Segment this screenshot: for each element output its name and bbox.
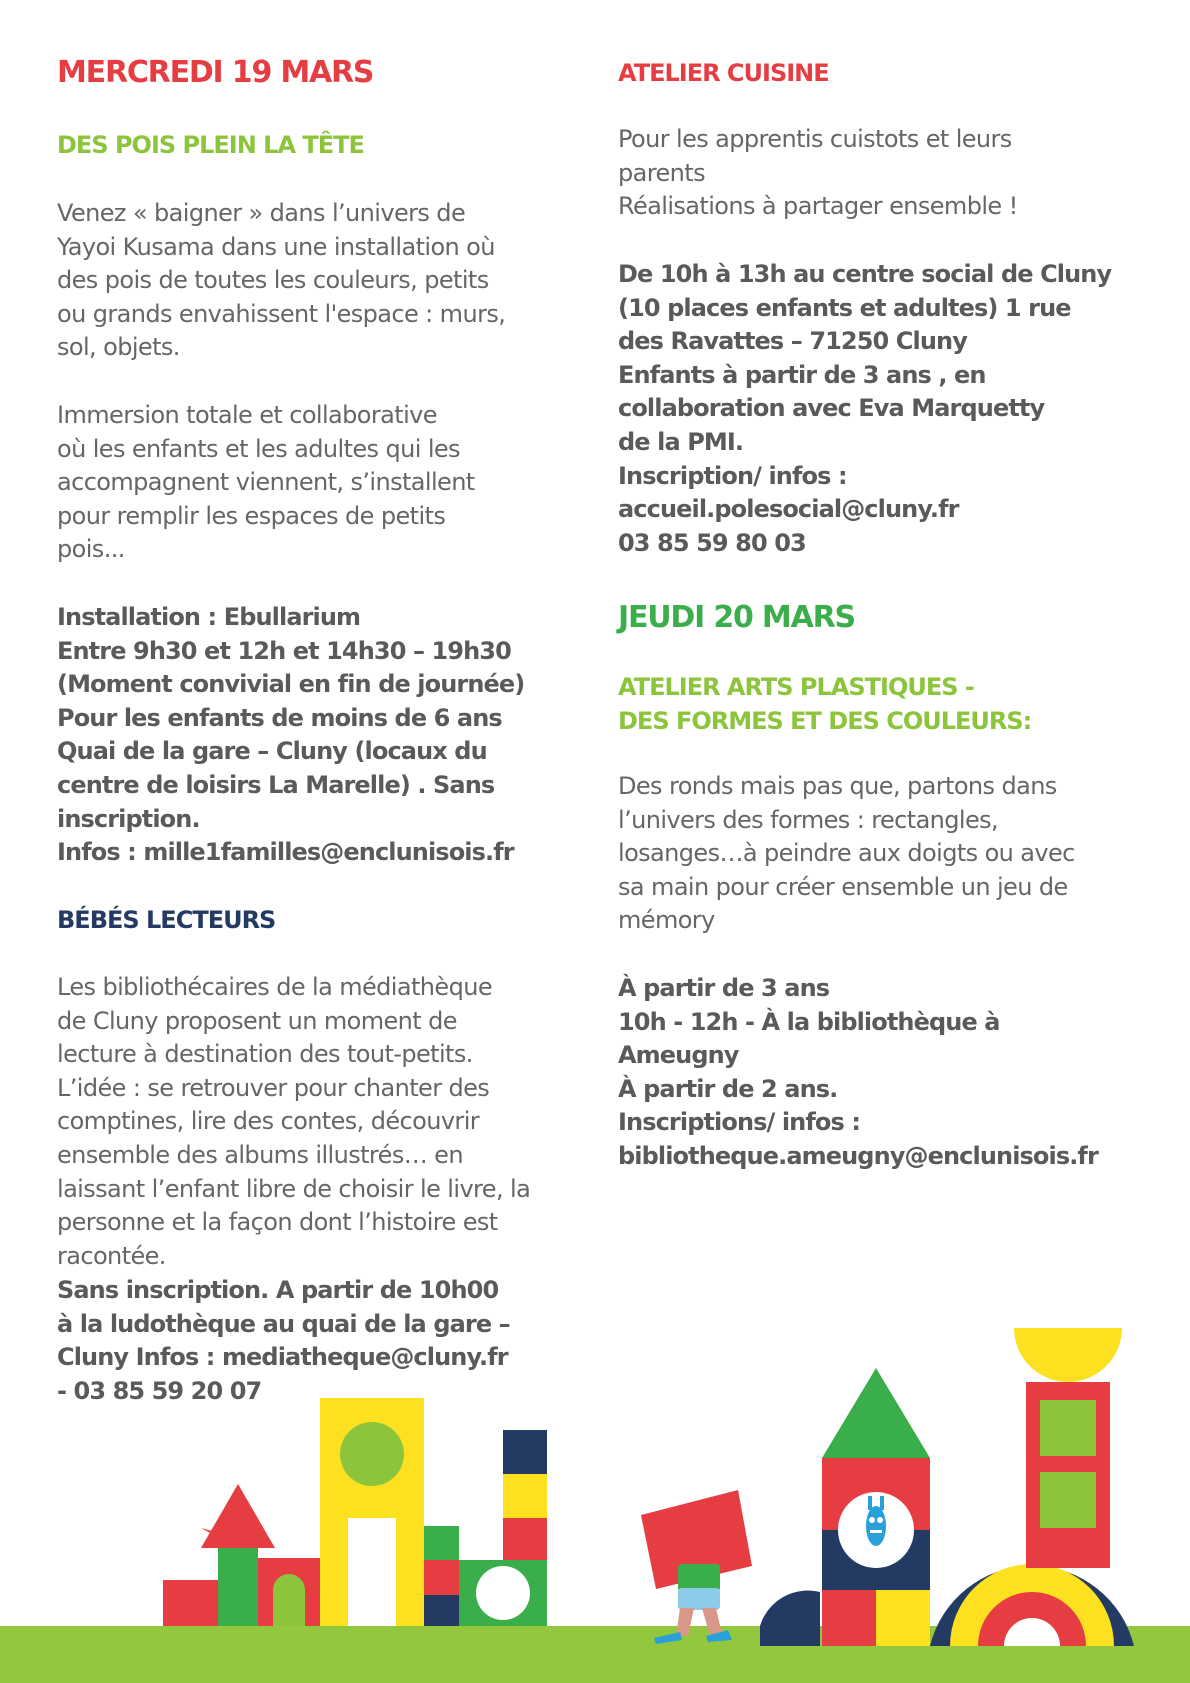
event-description-arts-plastiques [618, 770, 1075, 938]
text-line: - 03 85 59 20 07 [57, 1376, 262, 1405]
text-line: mémory [618, 906, 715, 935]
text-line: racontée. [57, 1241, 166, 1270]
text-line: Infos : mille1familles@enclunisois.fr [57, 838, 514, 867]
event-info-arts-plastiques [618, 972, 1098, 1174]
arch-bridge-icon [760, 1564, 1134, 1646]
event-title-pois: DES POIS PLEIN LA TÊTE [57, 131, 364, 159]
text-line: Pour les apprentis cuistots et leurs [618, 125, 1012, 153]
text-line: de la PMI. [618, 427, 744, 456]
text-line: losanges…à peindre aux doigts ou avec [618, 839, 1075, 868]
text-line: Réalisations à partager ensemble ! [618, 192, 1018, 221]
text-line: L’idée : se retrouver pour chanter des [57, 1073, 490, 1102]
building-blocks-illustration [0, 1300, 1190, 1683]
event-title-bebes-lecteurs: BÉBÉS LECTEURS [57, 906, 276, 934]
text-line: Immersion totale et collaborative [57, 401, 437, 429]
event-title-arts-plastiques [618, 670, 1031, 738]
text-line: Des ronds mais pas que, partons dans [618, 772, 1057, 800]
text-line: pour remplir les espaces de petits [57, 501, 446, 530]
text-line: Venez « baigner » dans l’univers de [57, 199, 466, 227]
text-line: Inscription/ infos : [618, 461, 847, 490]
event-description-pois-2 [57, 399, 475, 567]
text-line: pois... [57, 535, 125, 564]
text-line: Enfants à partir de 3 ans , en [618, 360, 986, 389]
text-line: l’univers des formes : rectangles, [618, 805, 999, 834]
text-line: où les enfants et les adultes qui les [57, 434, 460, 463]
text-line: Quai de la gare – Cluny (locaux du [57, 737, 487, 766]
text-line: 03 85 59 80 03 [618, 528, 806, 557]
text-line: comptines, lire des contes, découvrir [57, 1107, 480, 1136]
child-carrying-block-icon [641, 1490, 752, 1644]
text-line: bibliotheque.ameugny@enclunisois.fr [618, 1141, 1098, 1170]
text-line: lecture à destination des tout-petits. [57, 1040, 473, 1069]
text-line: accompagnent viennent, s’installent [57, 468, 475, 497]
text-line: (Moment convivial en fin de journée) [57, 670, 525, 699]
text-line: de Cluny proposent un moment de [57, 1006, 457, 1035]
building-blocks-castle-icon [163, 1398, 547, 1626]
column-block-icon [1014, 1328, 1122, 1568]
text-line: ATELIER ARTS PLASTIQUES - [618, 673, 974, 701]
text-line: Les bibliothécaires de la médiathèque [57, 973, 492, 1001]
text-line: Installation : Ebullarium [57, 603, 361, 631]
text-line: Yayoi Kusama dans une installation où [57, 232, 495, 261]
date-heading-thursday: JEUDI 20 MARS [618, 600, 855, 635]
text-line: sa main pour créer ensemble un jeu de [618, 872, 1068, 901]
text-line: des pois de toutes les couleurs, petits [57, 266, 489, 295]
date-heading-wednesday: MERCREDI 19 MARS [57, 55, 374, 90]
text-line: sol, objets. [57, 333, 180, 362]
text-line: des Ravattes – 71250 Cluny [618, 327, 967, 356]
text-line: parents [618, 158, 705, 187]
text-line: À partir de 3 ans [618, 974, 830, 1002]
text-line: inscription. [57, 804, 200, 833]
text-line: Inscriptions/ infos : [618, 1108, 861, 1137]
text-line: accueil.polesocial@cluny.fr [618, 495, 959, 524]
text-line: Pour les enfants de moins de 6 ans [57, 703, 502, 732]
event-description-bebes-lecteurs [57, 971, 530, 1273]
event-description-pois-1 [57, 197, 505, 365]
text-line: laissant l’enfant libre de choisir le livre, la [57, 1174, 531, 1203]
text-line: (10 places enfants et adultes) 1 rue [618, 293, 1071, 322]
event-description-atelier-cuisine [618, 123, 1018, 224]
text-line: centre de loisirs La Marelle) . Sans [57, 770, 495, 799]
text-line: ensemble des albums illustrés… en [57, 1140, 463, 1169]
event-info-pois [57, 601, 524, 870]
text-line: collaboration avec Eva Marquetty [618, 394, 1045, 423]
text-line: Entre 9h30 et 12h et 14h30 – 19h30 [57, 636, 511, 665]
text-line: DES FORMES ET DES COULEURS: [618, 707, 1032, 735]
text-line: à la ludothèque au quai de la gare – [57, 1309, 510, 1338]
event-info-atelier-cuisine [618, 258, 1111, 560]
event-title-atelier-cuisine: ATELIER CUISINE [618, 59, 829, 87]
text-line: Cluny Infos : mediatheque@cluny.fr [57, 1343, 508, 1372]
text-line: De 10h à 13h au centre social de Cluny [618, 260, 1112, 288]
text-line: 10h - 12h - À la bibliothèque à [618, 1007, 1000, 1036]
tower-block-icon [822, 1368, 930, 1646]
text-line: ou grands envahissent l'espace : murs, [57, 299, 506, 328]
text-line: personne et la façon dont l’histoire est [57, 1208, 498, 1237]
text-line: Sans inscription. A partir de 10h00 [57, 1276, 499, 1304]
text-line: À partir de 2 ans. [618, 1074, 838, 1103]
text-line: Ameugny [618, 1041, 739, 1070]
